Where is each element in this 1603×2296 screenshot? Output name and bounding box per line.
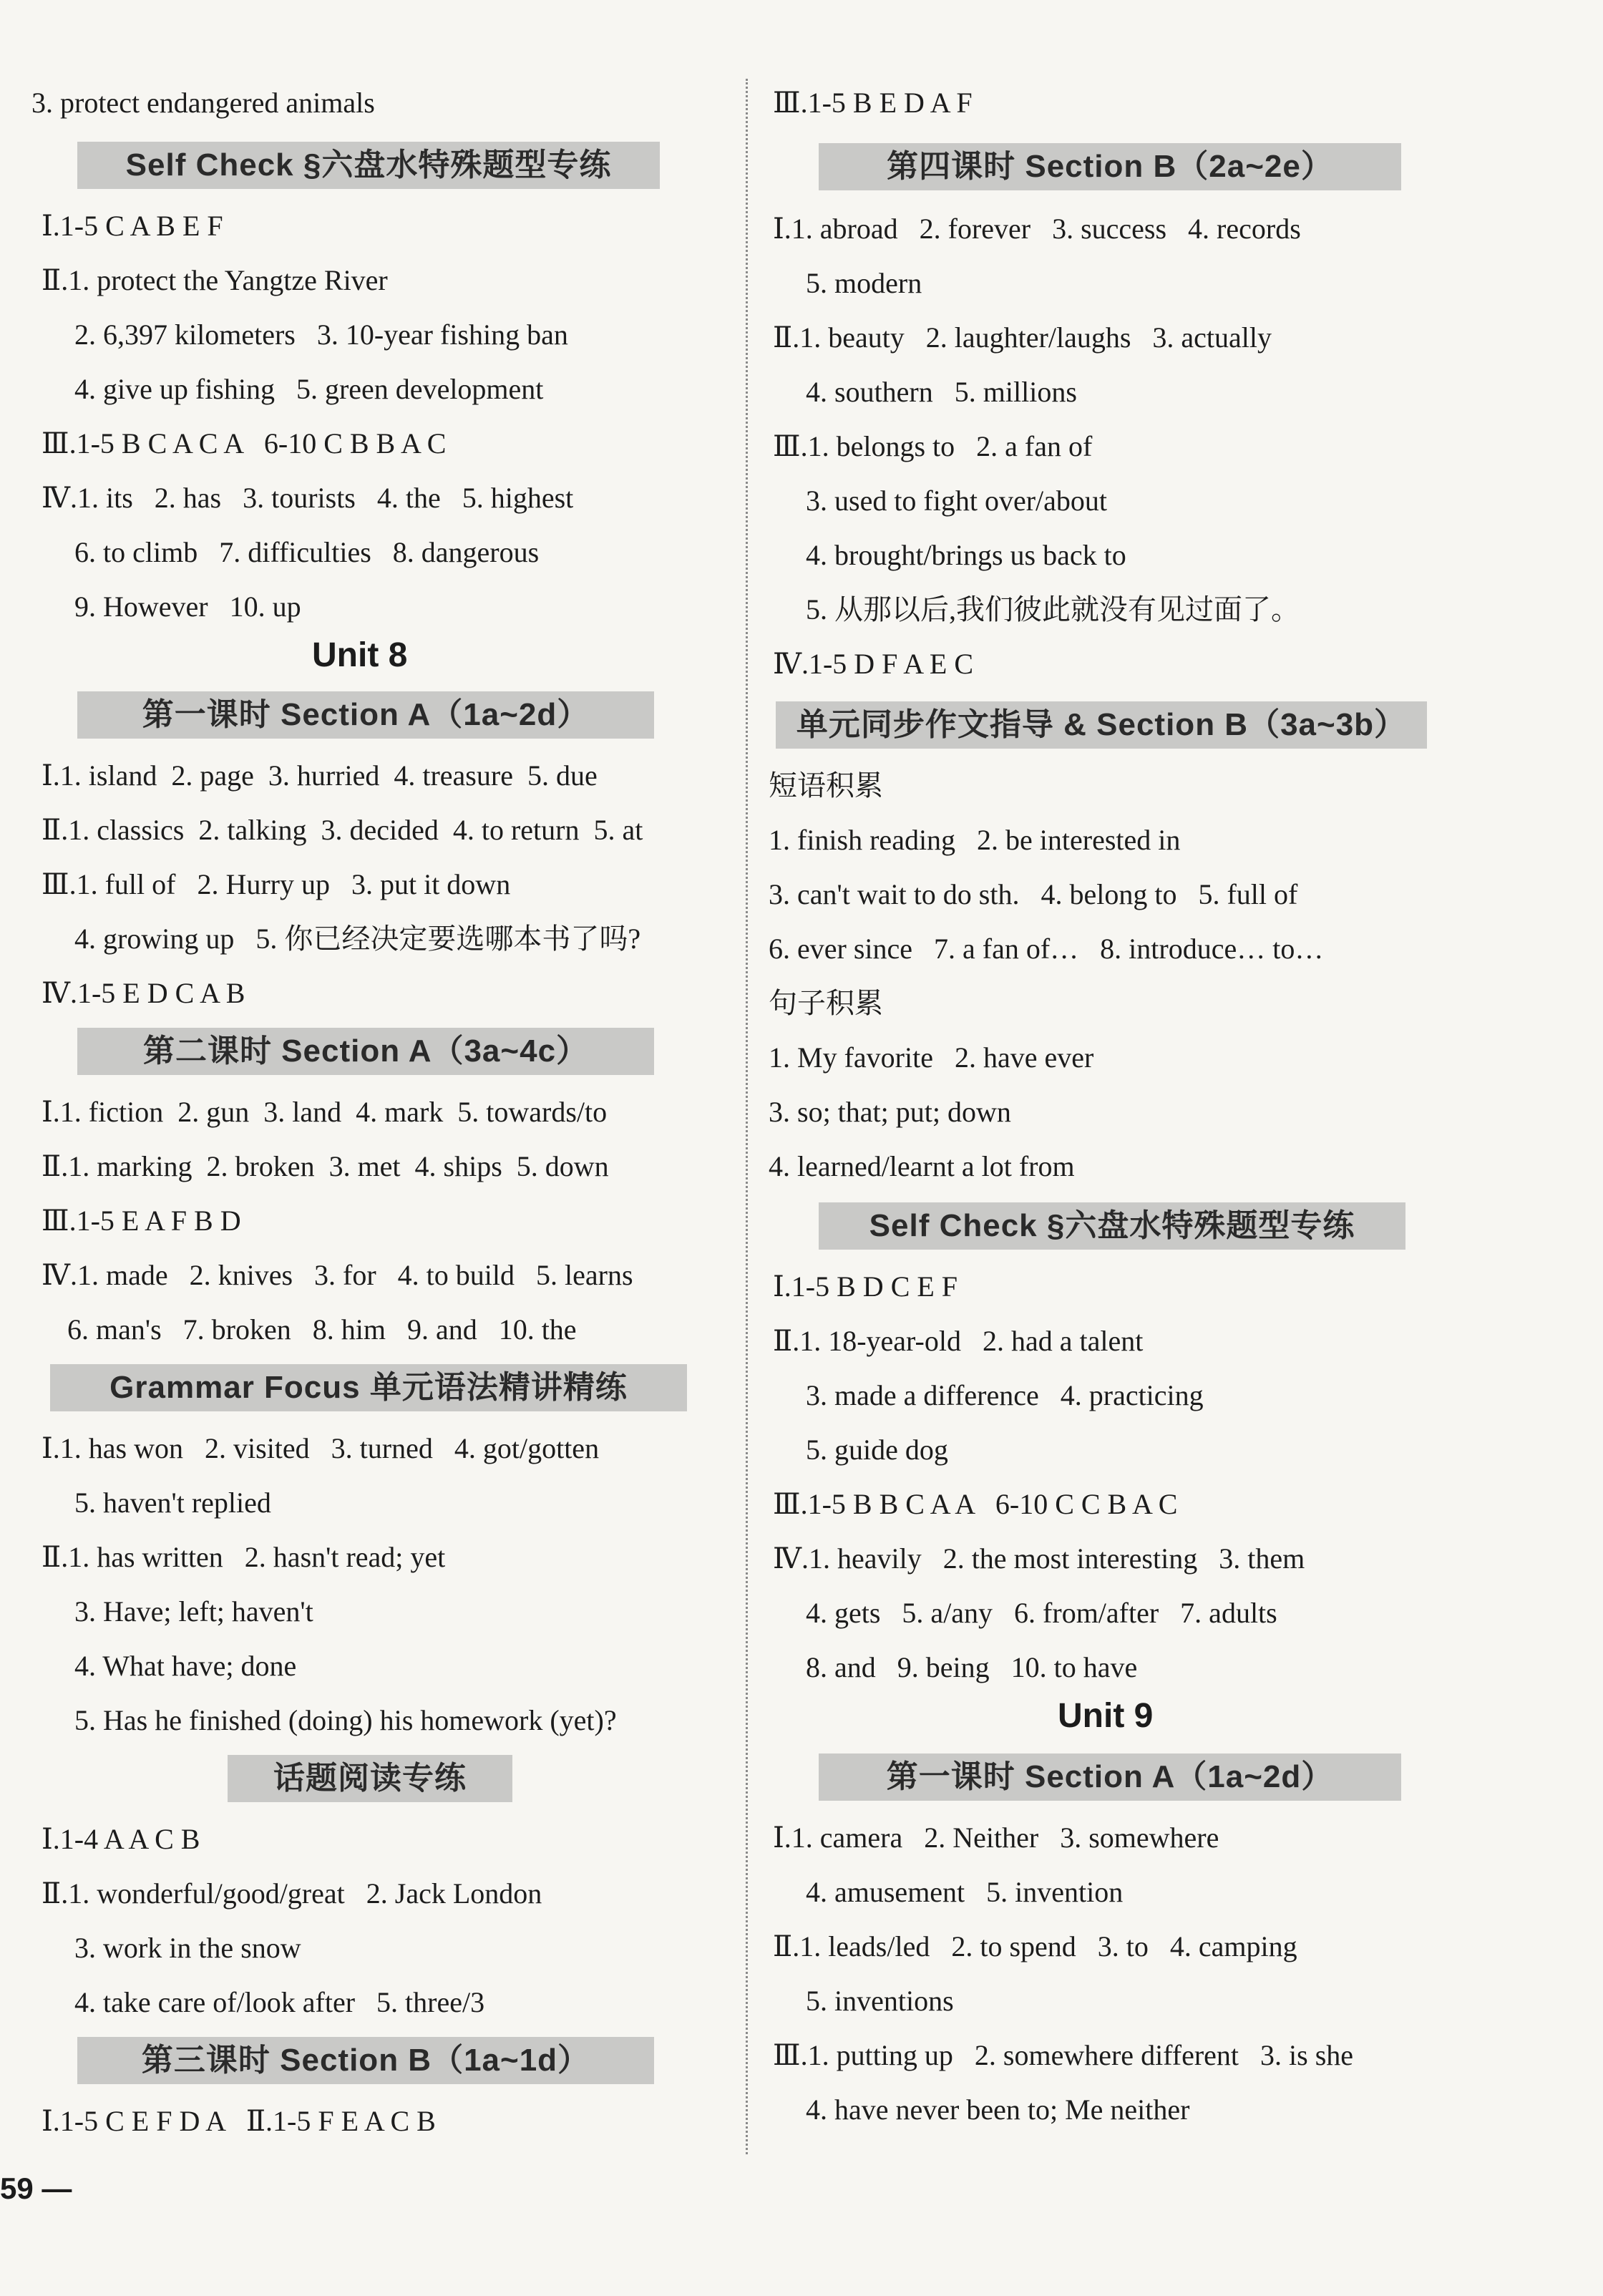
answer-line: Ⅰ.1. abroad 2. forever 3. success 4. records <box>773 213 1301 245</box>
answer-line: 4. southern 5. millions <box>806 376 1077 408</box>
answer-line: 3. work in the snow <box>74 1932 301 1964</box>
answer-line: Ⅰ.1-5 B D C E F <box>773 1270 958 1303</box>
answer-line: Ⅱ.1. classics 2. talking 3. decided 4. to return 5. at <box>42 814 643 846</box>
answer-line: Ⅰ.1. camera 2. Neither 3. somewhere <box>773 1821 1219 1854</box>
answer-line: 6. ever since 7. a fan of… 8. introduce… to… <box>769 933 1324 965</box>
answer-line: Ⅲ.1-5 E A F B D <box>42 1205 241 1237</box>
answer-line: 4. give up fishing 5. green development <box>74 373 544 405</box>
answer-line: 3. can't wait to do sth. 4. belong to 5. full of <box>769 878 1298 910</box>
answer-line: 5. guide dog <box>806 1434 948 1466</box>
answer-line: 5. Has he finished (doing) his homework (yet)? <box>74 1704 617 1736</box>
unit-heading: Unit 8 <box>312 636 408 674</box>
answer-line: Ⅲ.1-5 B C A C A 6-10 C B B A C <box>42 427 447 459</box>
answer-line: Ⅱ.1. leads/led 2. to spend 3. to 4. camping <box>773 1930 1297 1962</box>
answer-line: Ⅱ.1. 18-year-old 2. had a talent <box>773 1325 1144 1357</box>
answer-line: 4. brought/brings us back to <box>806 539 1126 571</box>
section-header-grammar-focus: Grammar Focus 单元语法精讲精练 <box>50 1364 687 1411</box>
answer-line: Ⅰ.1. fiction 2. gun 3. land 4. mark 5. towards/to <box>42 1096 608 1128</box>
answer-line: 6. to climb 7. difficulties 8. dangerous <box>74 536 540 568</box>
section-header-self-check: Self Check §六盘水特殊题型专练 <box>819 1202 1405 1250</box>
answer-line: Ⅳ.1-5 E D C A B <box>42 977 245 1009</box>
answer-line: Ⅱ.1. has written 2. hasn't read; yet <box>42 1541 446 1573</box>
answer-line: Ⅲ.1-5 B B C A A 6-10 C C B A C <box>773 1488 1178 1520</box>
answer-line: Ⅰ.1-5 C E F D A Ⅱ.1-5 F E A C B <box>42 2105 436 2137</box>
section-header-writing: 单元同步作文指导 & Section B（3a~3b） <box>776 701 1427 749</box>
answer-line: Ⅱ.1. marking 2. broken 3. met 4. ships 5. down <box>42 1150 609 1182</box>
answer-line: Ⅰ.1-5 C A B E F <box>42 210 223 242</box>
answer-line: Ⅳ.1. its 2. has 3. tourists 4. the 5. highest <box>42 482 574 514</box>
answer-line: 5. haven't replied <box>74 1487 271 1519</box>
answer-line: 5. 从那以后,我们彼此就没有见过面了。 <box>806 593 1300 626</box>
answer-line: Ⅳ.1. made 2. knives 3. for 4. to build 5. learns <box>42 1259 633 1291</box>
answer-line: Ⅰ.1-4 A A C B <box>42 1823 200 1855</box>
answer-line: 4. learned/learnt a lot from <box>769 1150 1075 1182</box>
answer-line: Ⅱ.1. beauty 2. laughter/laughs 3. actually <box>773 321 1272 354</box>
answer-line: Ⅲ.1-5 B E D A F <box>773 87 973 119</box>
answer-line: 3. used to fight over/about <box>806 485 1108 517</box>
answer-line: 1. My favorite 2. have ever <box>769 1041 1094 1074</box>
sub-heading-sentences: 句子积累 <box>769 987 883 1019</box>
answer-line: 4. What have; done <box>74 1650 297 1682</box>
answer-line: Ⅰ.1. has won 2. visited 3. turned 4. got/gotten <box>42 1432 600 1464</box>
answer-line: Ⅰ.1. island 2. page 3. hurried 4. treasure 5. due <box>42 759 598 792</box>
answer-line: 9. However 10. up <box>74 590 301 623</box>
answer-line: 3. so; that; put; down <box>769 1096 1011 1128</box>
unit-heading: Unit 9 <box>1058 1697 1154 1735</box>
answer-line: 8. and 9. being 10. to have <box>806 1651 1138 1683</box>
sub-heading-phrases: 短语积累 <box>769 769 883 802</box>
answer-line: 3. made a difference 4. practicing <box>806 1379 1204 1411</box>
section-header: 第三课时 Section B（1a~1d） <box>77 2037 654 2084</box>
answer-line: 3. Have; left; haven't <box>74 1595 313 1628</box>
answer-line: 2. 6,397 kilometers 3. 10-year fishing ban <box>74 318 568 351</box>
answer-line: 4. have never been to; Me neither <box>806 2093 1190 2126</box>
section-header-self-check: Self Check §六盘水特殊题型专练 <box>77 142 660 189</box>
section-header: 第四课时 Section B（2a~2e） <box>819 143 1401 190</box>
answer-line: Ⅱ.1. wonderful/good/great 2. Jack London <box>42 1877 542 1910</box>
answer-line: 5. modern <box>806 267 922 299</box>
answer-line: 3. protect endangered animals <box>31 87 375 119</box>
answer-line: Ⅳ.1-5 D F A E C <box>773 648 973 680</box>
answer-line: 6. man's 7. broken 8. him 9. and 10. the <box>67 1313 577 1346</box>
answer-line: 1. finish reading 2. be interested in <box>769 824 1181 856</box>
answer-line: Ⅳ.1. heavily 2. the most interesting 3. them <box>773 1542 1305 1575</box>
section-header: 第一课时 Section A（1a~2d） <box>819 1753 1401 1801</box>
answer-line: Ⅱ.1. protect the Yangtze River <box>42 264 388 296</box>
page-number: 59 — <box>0 2171 72 2205</box>
section-header-reading: 话题阅读专练 <box>228 1755 512 1802</box>
section-header: 第一课时 Section A（1a~2d） <box>77 691 654 739</box>
answer-line: 4. amusement 5. invention <box>806 1876 1124 1908</box>
section-header: 第二课时 Section A（3a~4c） <box>77 1028 654 1075</box>
answer-line: 4. gets 5. a/any 6. from/after 7. adults <box>806 1597 1277 1629</box>
column-divider <box>746 79 748 2154</box>
answer-line: Ⅲ.1. full of 2. Hurry up 3. put it down <box>42 868 511 900</box>
answer-line: 5. inventions <box>806 1985 954 2017</box>
answer-line: Ⅲ.1. putting up 2. somewhere different 3. is she <box>773 2039 1354 2071</box>
answer-line: Ⅲ.1. belongs to 2. a fan of <box>773 430 1093 462</box>
answer-line: 4. take care of/look after 5. three/3 <box>74 1986 485 2018</box>
answer-line: 4. growing up 5. 你已经决定要选哪本书了吗? <box>74 923 641 955</box>
